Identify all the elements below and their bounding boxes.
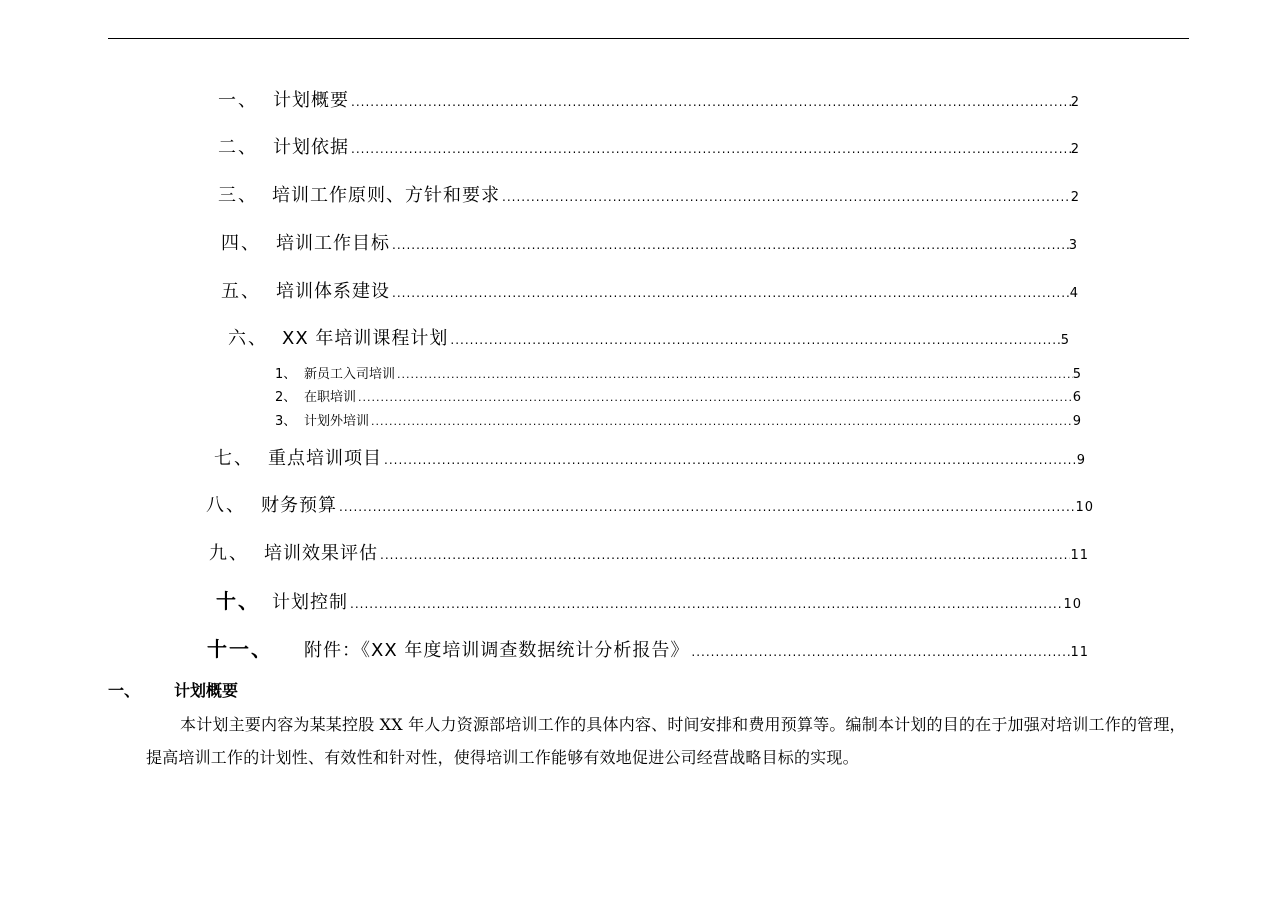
toc-entry[interactable] [207, 633, 1089, 661]
toc-entry-title: 培训工作原则、方针和要求 [272, 185, 500, 206]
toc-entry-page: 2 [1070, 142, 1080, 157]
toc-entry-page: 9 [1072, 414, 1082, 429]
section-title: 计划概要 [174, 681, 239, 700]
toc-entry-number: 3、 [275, 414, 297, 429]
toc-leader-dots [390, 238, 1069, 252]
toc-entry-title: 计划控制 [272, 592, 348, 613]
toc-subentry[interactable] [275, 386, 1082, 406]
toc-leader-dots [348, 597, 1063, 611]
toc-entry-number: 四、 [221, 233, 261, 254]
toc-entry-number: 五、 [221, 281, 261, 302]
toc-leader-dots [349, 142, 1071, 156]
toc-entry-number: 十、 [216, 589, 260, 613]
toc-entry-page: 10 [1075, 500, 1094, 515]
toc-entry-title: XX 年培训课程计划 [282, 328, 449, 349]
toc-entry-number: 八、 [206, 495, 246, 516]
toc-entry-title: 培训效果评估 [264, 543, 378, 564]
toc-entry-page: 10 [1063, 597, 1082, 612]
toc-subentry[interactable] [275, 410, 1082, 430]
toc-leader-dots [395, 368, 1073, 381]
toc-entry-title: 培训工作目标 [276, 233, 390, 254]
toc-entry-title: 在职培训 [304, 390, 357, 405]
toc-leader-dots [356, 391, 1073, 404]
toc-entry-title: 培训体系建设 [276, 281, 390, 302]
toc-entry-number: 二、 [218, 137, 258, 158]
toc-entry-page: 4 [1069, 286, 1079, 301]
toc-entry[interactable] [209, 539, 1089, 567]
toc-entry[interactable] [218, 133, 1080, 161]
section-number: 一、 [108, 681, 141, 700]
toc-entry-title: 附件：《XX 年度培训调查数据统计分析报告》 [304, 640, 690, 661]
toc-leader-dots [382, 453, 1077, 467]
toc-entry-number: 九、 [209, 543, 249, 564]
toc-entry-page: 9 [1076, 453, 1086, 468]
toc-leader-dots [500, 190, 1071, 204]
toc-entry-number: 七、 [214, 448, 254, 469]
toc-entry-title: 计划外培训 [304, 414, 370, 429]
toc-entry[interactable] [206, 491, 1094, 519]
toc-entry-title: 计划概要 [273, 90, 349, 111]
toc-entry[interactable] [228, 324, 1070, 352]
toc-entry-page: 11 [1070, 645, 1089, 660]
toc-entry-title: 财务预算 [261, 495, 337, 516]
toc-entry-page: 2 [1070, 190, 1080, 205]
toc-leader-dots [378, 548, 1070, 562]
toc-entry-page: 5 [1072, 367, 1082, 382]
toc-leader-dots [349, 95, 1071, 109]
toc-entry-title: 新员工入司培训 [304, 367, 396, 382]
toc-entry-number: 一、 [218, 90, 258, 111]
toc-entry[interactable] [221, 229, 1078, 257]
toc-entry-number: 六、 [228, 328, 268, 349]
toc-entry-page: 2 [1070, 95, 1080, 110]
toc-entry-number: 三、 [218, 185, 258, 206]
toc-subentry[interactable] [275, 363, 1082, 383]
toc-entry[interactable] [216, 585, 1082, 613]
toc-entry-page: 5 [1060, 333, 1070, 348]
toc-leader-dots [689, 645, 1070, 659]
toc-entry-title: 计划依据 [273, 137, 349, 158]
toc-entry-page: 6 [1072, 390, 1082, 405]
toc-leader-dots [390, 286, 1070, 300]
toc-entry-number: 十一、 [207, 637, 273, 661]
toc-entry[interactable] [218, 86, 1080, 114]
toc-entry[interactable] [221, 277, 1079, 305]
toc-entry-page: 3 [1068, 238, 1078, 253]
toc-leader-dots [448, 333, 1060, 347]
toc-entry[interactable] [218, 181, 1080, 209]
toc-leader-dots [369, 415, 1073, 428]
toc-entry-number: 1、 [275, 367, 297, 382]
toc-entry-title: 重点培训项目 [268, 448, 382, 469]
section-heading [108, 678, 238, 701]
body-paragraph: 本计划主要内容为某某控股 XX 年人力资源部培训工作的具体内容、时间安排和费用预算等。编制本计划的目的在于加强对培训工作的管理，提高培训工作的计划性、有效性和针对性，使得培训工作能够有效地促进公司经营战略目标的实现。 [146, 715, 1186, 767]
toc-entry-page: 11 [1070, 548, 1089, 563]
toc-leader-dots [337, 500, 1075, 514]
toc-entry-number: 2、 [275, 390, 297, 405]
toc-entry[interactable] [214, 444, 1086, 472]
